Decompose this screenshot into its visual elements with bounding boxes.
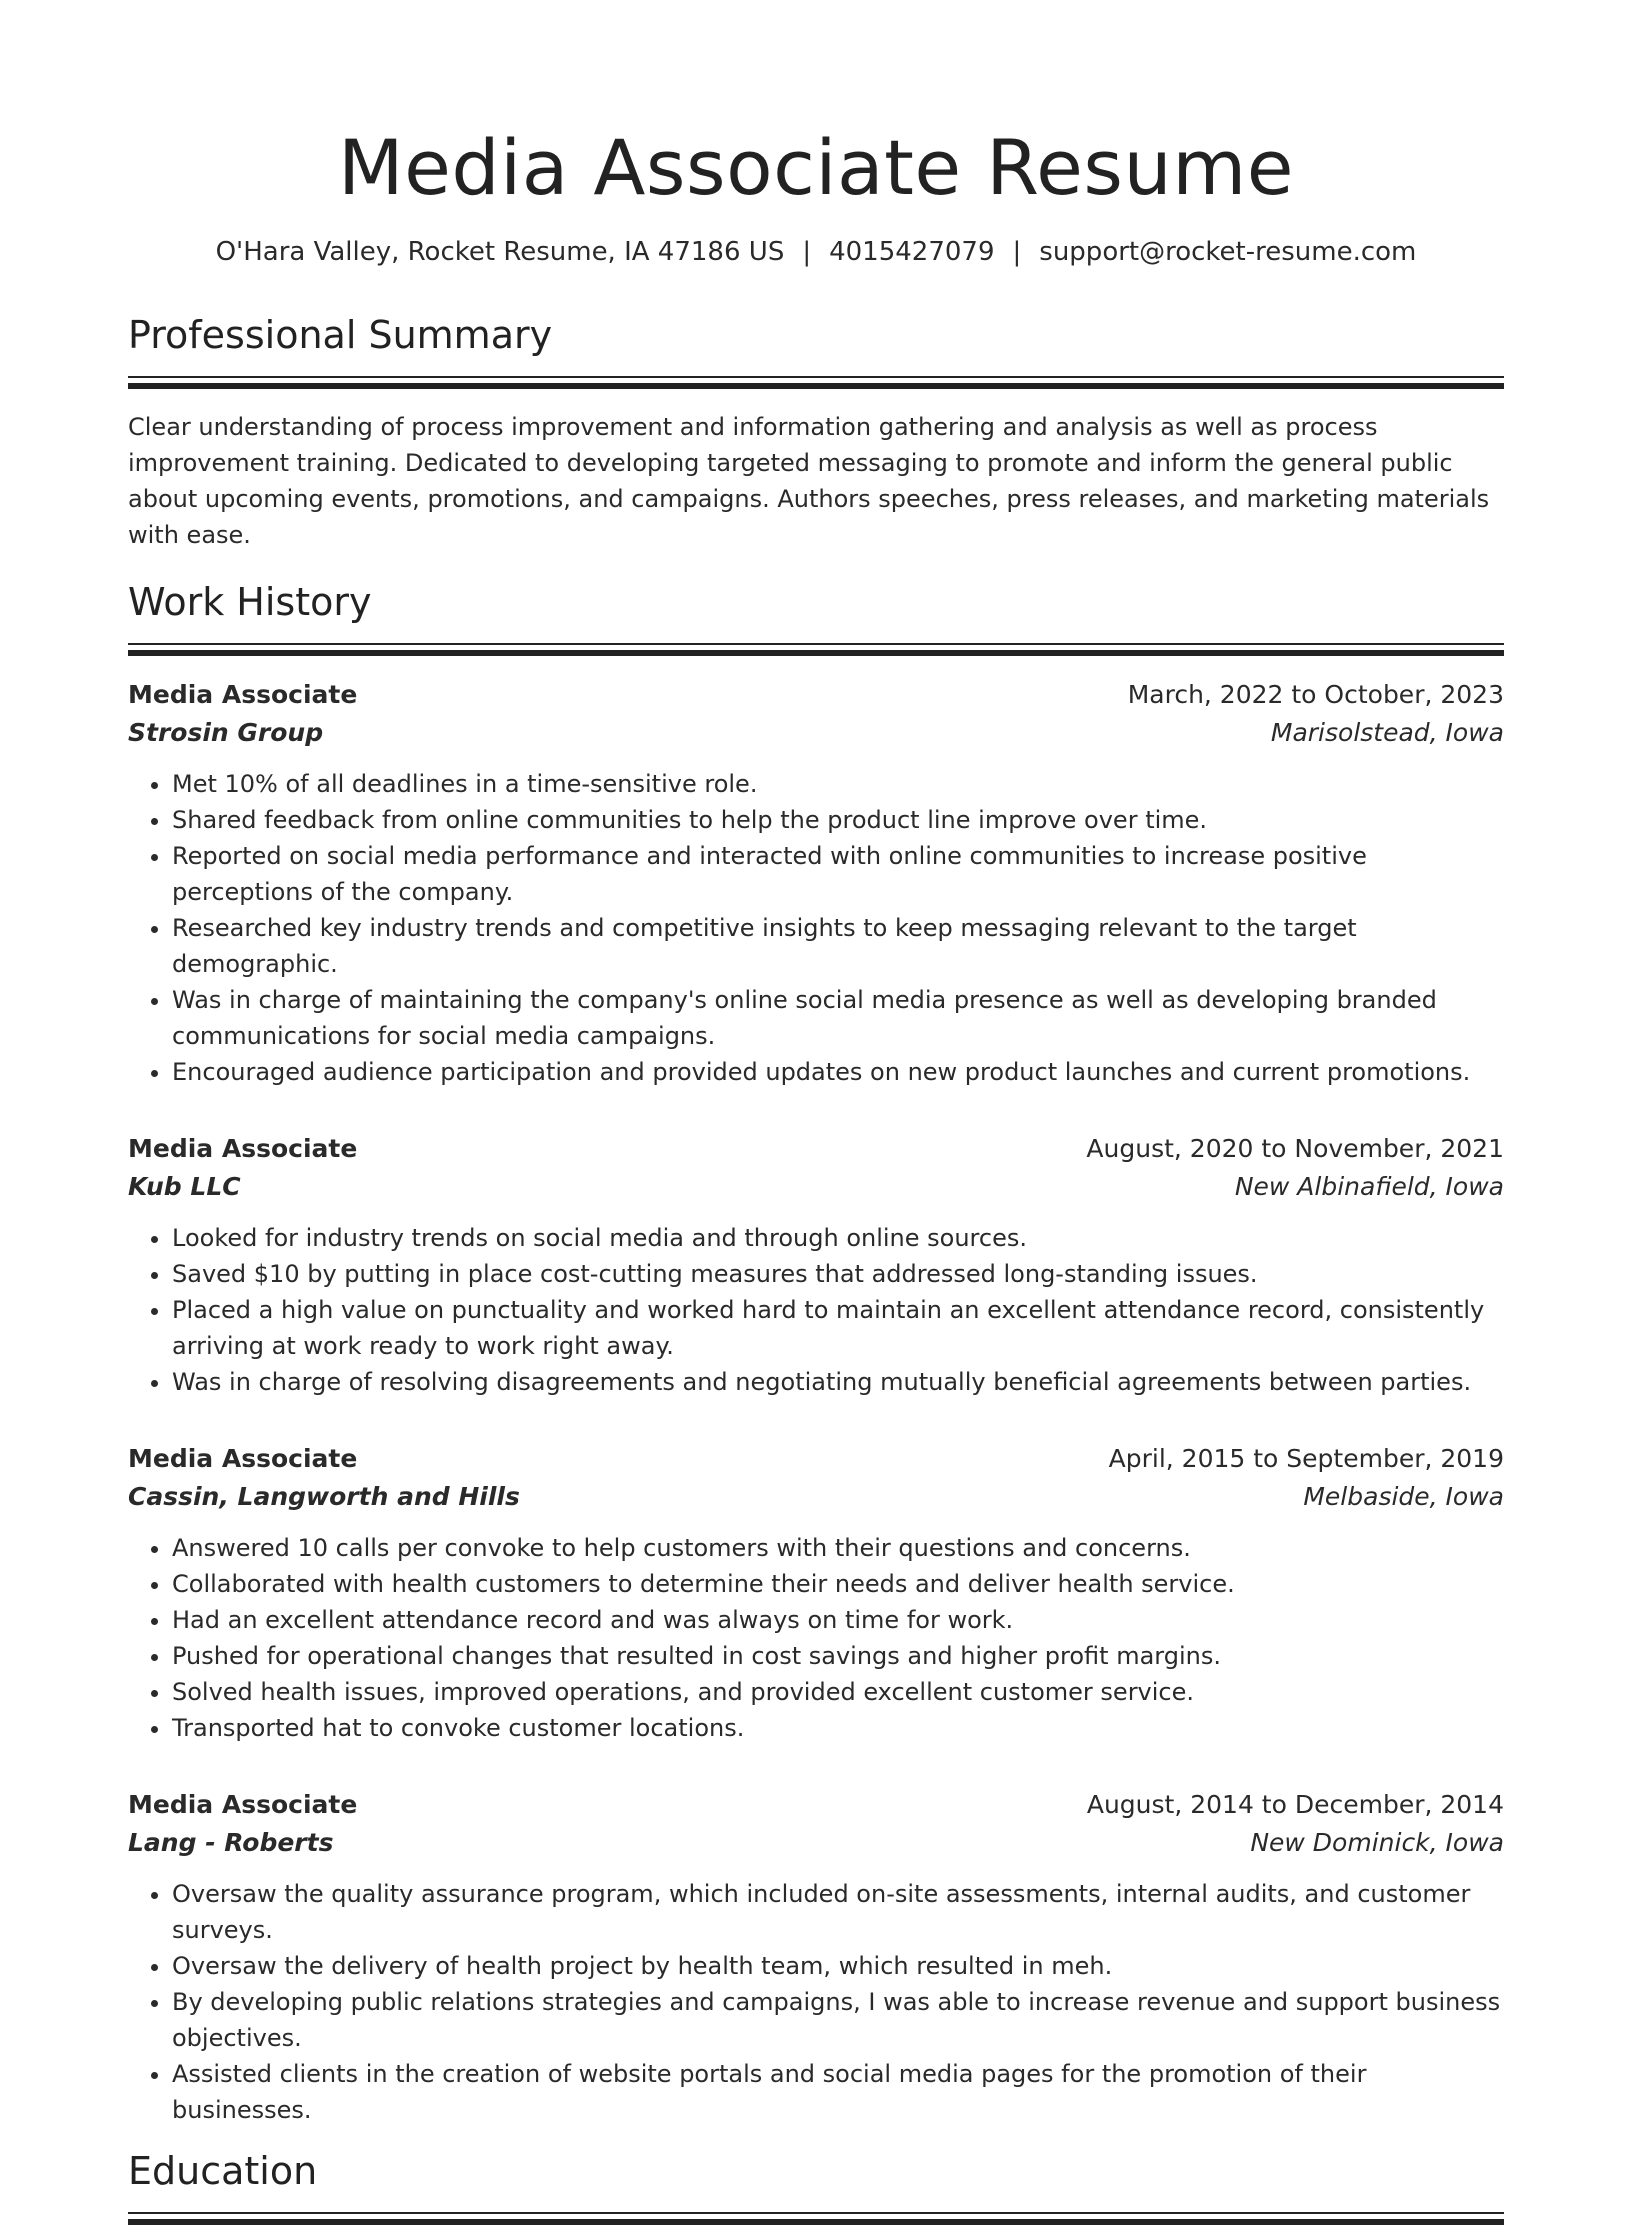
resume-title: Media Associate Resume: [338, 123, 1294, 212]
job-bullets: [128, 1220, 1504, 1400]
job-bullets: [128, 1876, 1504, 2128]
job-bullet: • Had an excellent attendance record and was always on time for work.: [172, 1602, 1504, 1638]
job-bullet: • Met 10% of all deadlines in a time-sensitive role.: [172, 766, 1504, 802]
job-dates: April, 2015 to September, 2019: [1108, 1444, 1504, 1473]
contact-line: [128, 236, 1504, 268]
job-bullet: • Researched key industry trends and competitive insights to keep messaging relevant to the target demographic.: [172, 910, 1504, 982]
job-company-row: [128, 714, 1504, 752]
job-bullet: • Solved health issues, improved operations, and provided excellent customer service.: [172, 1674, 1504, 1710]
job-company: Strosin Group: [128, 718, 324, 747]
job-company-row: [128, 1168, 1504, 1206]
job-title: Media Associate: [128, 1134, 358, 1163]
job-dates: March, 2022 to October, 2023: [1127, 680, 1504, 709]
job-bullet: • Assisted clients in the creation of website portals and social media pages for the promotion of their businesses.: [172, 2056, 1504, 2128]
summary-section: [128, 312, 1504, 553]
job-location: Marisolstead, Iowa: [1270, 718, 1504, 747]
job-location: New Dominick, Iowa: [1250, 1828, 1504, 1857]
education-heading: Education: [128, 2149, 318, 2193]
section-divider: [128, 376, 1504, 389]
contact-email: support@rocket-resume.com: [1039, 237, 1417, 267]
section-divider: [128, 2212, 1504, 2225]
job-company-row: [128, 1478, 1504, 1516]
job-title: Media Associate: [128, 680, 358, 709]
job-header-row: [128, 1130, 1504, 1168]
section-divider: [128, 643, 1504, 656]
contact-phone: 4015427079: [829, 237, 995, 267]
job-bullets: [128, 1530, 1504, 1746]
summary-text: Clear understanding of process improvement and information gathering and analysis as well as process improvement training. Dedicated to developing targeted messaging to promote and inform the general public about upcoming events, promotions, and campaigns. Authors speeches, press releases, and marketing materials with ease.: [128, 413, 1490, 549]
job-bullet: • Answered 10 calls per convoke to help customers with their questions and concerns.: [172, 1530, 1504, 1566]
job-entry: [128, 1440, 1504, 1746]
job-entry: [128, 676, 1504, 1090]
job-dates: August, 2020 to November, 2021: [1086, 1134, 1504, 1163]
job-company-row: [128, 1824, 1504, 1862]
job-bullet: • Pushed for operational changes that resulted in cost savings and higher profit margins.: [172, 1638, 1504, 1674]
job-header-row: [128, 1786, 1504, 1824]
job-bullet: • Placed a high value on punctuality and worked hard to maintain an excellent attendance record, consistently arriving at work ready to work right away.: [172, 1292, 1504, 1364]
work-history-heading: Work History: [128, 580, 372, 624]
job-bullets: [128, 766, 1504, 1090]
job-header-row: [128, 676, 1504, 714]
job-title: Media Associate: [128, 1790, 358, 1819]
job-entry: [128, 1786, 1504, 2128]
job-bullet: • Reported on social media performance and interacted with online communities to increase positive perceptions of the company.: [172, 838, 1504, 910]
job-bullet: • Encouraged audience participation and provided updates on new product launches and current promotions.: [172, 1054, 1504, 1090]
contact-separator: |: [1012, 237, 1022, 267]
work-history-section: [128, 579, 1504, 2128]
summary-heading: Professional Summary: [128, 313, 553, 357]
contact-address: O'Hara Valley, Rocket Resume, IA 47186 US: [215, 237, 785, 267]
job-title: Media Associate: [128, 1444, 358, 1473]
job-company: Kub LLC: [128, 1172, 241, 1201]
job-location: New Albinafield, Iowa: [1234, 1172, 1504, 1201]
job-bullet: • Shared feedback from online communities to help the product line improve over time.: [172, 802, 1504, 838]
education-section: [128, 2148, 1504, 2225]
job-location: Melbaside, Iowa: [1303, 1482, 1504, 1511]
job-company: Cassin, Langworth and Hills: [128, 1482, 520, 1511]
job-company: Lang - Roberts: [128, 1828, 334, 1857]
job-bullet: • Oversaw the delivery of health project by health team, which resulted in meh.: [172, 1948, 1504, 1984]
job-dates: August, 2014 to December, 2014: [1086, 1790, 1504, 1819]
job-bullet: • By developing public relations strategies and campaigns, I was able to increase revenue and support business objectives.: [172, 1984, 1504, 2056]
job-bullet: • Collaborated with health customers to determine their needs and deliver health service.: [172, 1566, 1504, 1602]
job-header-row: [128, 1440, 1504, 1478]
job-bullet: • Saved $10 by putting in place cost-cutting measures that addressed long-standing issues.: [172, 1256, 1504, 1292]
job-bullet: • Looked for industry trends on social media and through online sources.: [172, 1220, 1504, 1256]
job-bullet: • Transported hat to convoke customer locations.: [172, 1710, 1504, 1746]
job-bullet: • Was in charge of resolving disagreements and negotiating mutually beneficial agreements between parties.: [172, 1364, 1504, 1400]
job-bullet: • Was in charge of maintaining the company's online social media presence as well as developing branded communications for social media campaigns.: [172, 982, 1504, 1054]
job-entry: [128, 1130, 1504, 1400]
contact-separator: |: [802, 237, 812, 267]
job-bullet: • Oversaw the quality assurance program, which included on-site assessments, internal audits, and customer surveys.: [172, 1876, 1504, 1948]
